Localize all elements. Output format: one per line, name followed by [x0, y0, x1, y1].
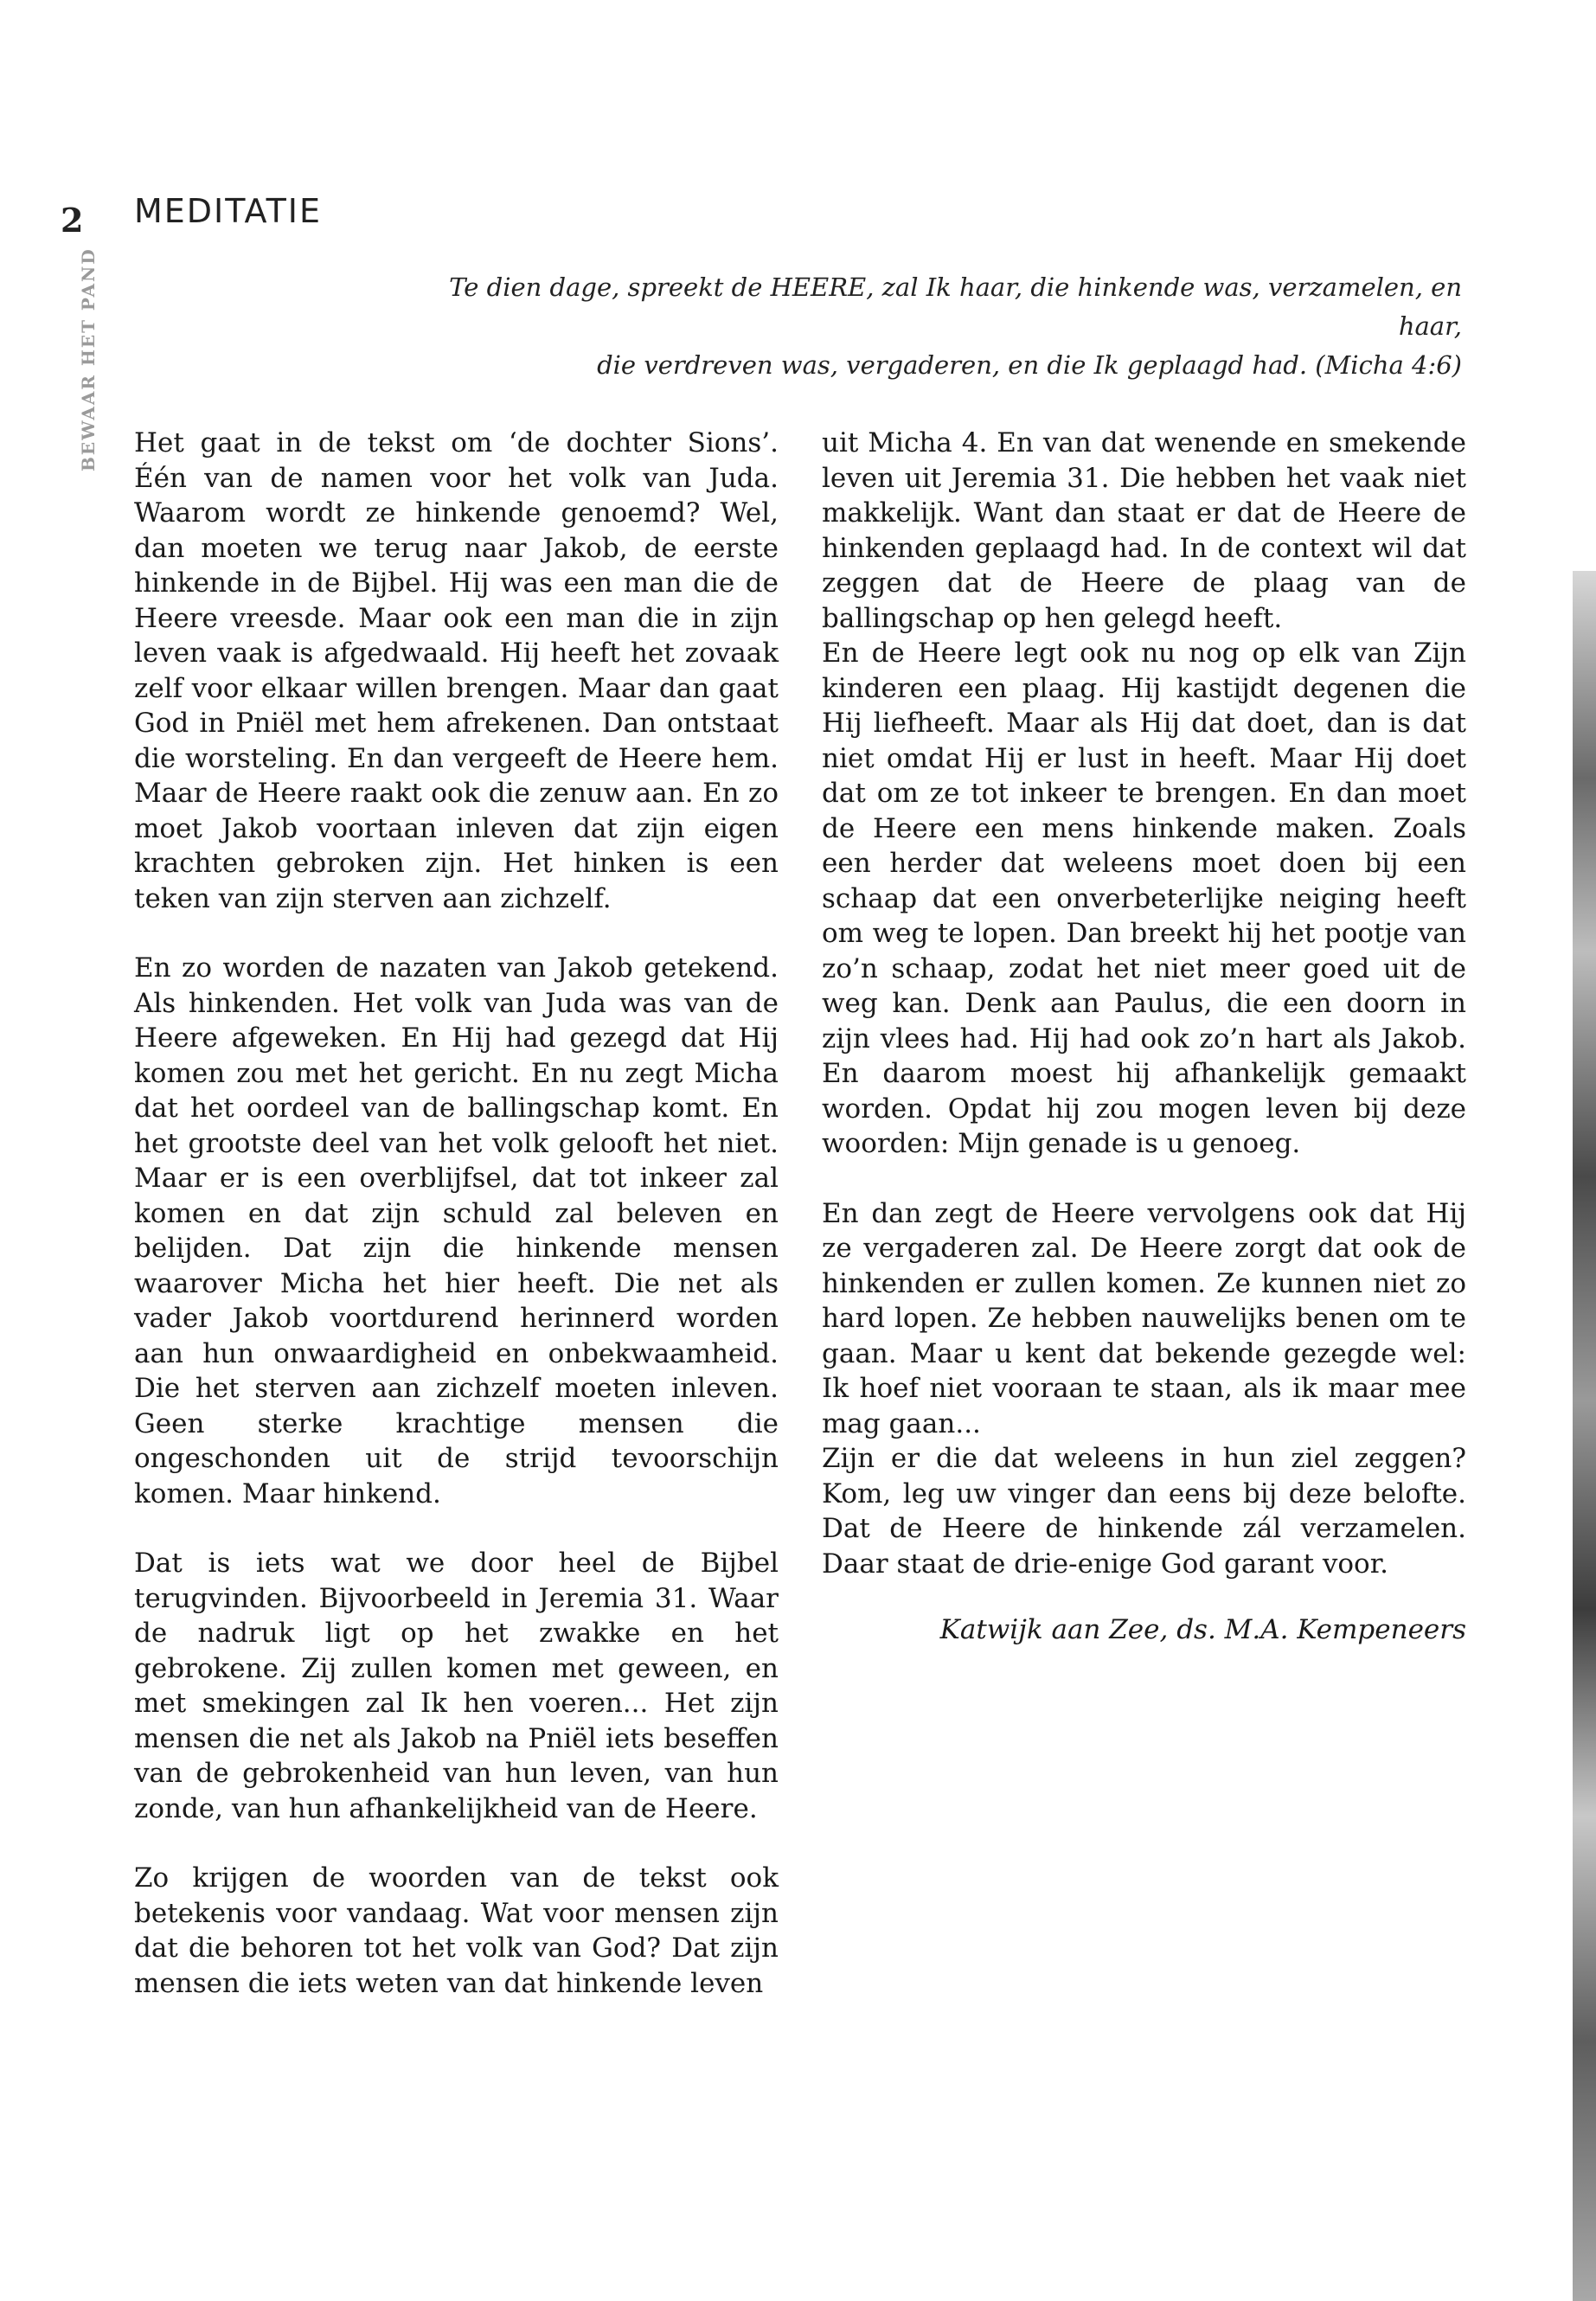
paragraph: En dan zegt de Heere vervolgens ook dat Hij ze vergaderen zal. De Heere zorgt dat ook de hinkenden er zullen komen. Ze kunnen niet zo hard lopen. Ze hebben nauwelijks benen om te gaan. Maar u kent dat bekende gezegde wel: Ik hoef niet vooraan te staan, als ik maar mee mag gaan...	[822, 1197, 1466, 1439]
paragraph: Zijn er die dat weleens in hun ziel zeggen? Kom, leg uw vinger dan eens bij deze belofte. Dat de Heere de hinkende zál verzamelen. Daar staat de drie-enige God garant voor.	[822, 1443, 1466, 1580]
page-number: 2	[61, 201, 84, 240]
paragraph: En zo worden de nazaten van Jakob getekend. Als hinkenden. Het volk van Juda was van de Heere afgeweken. En Hij had gezegd dat Hij komen zou met het gericht. En nu zegt Micha dat het oordeel van de ballingschap komt. En het grootste deel van het volk gelooft het niet. Maar er is een overblijfsel, dat tot inkeer zal komen en dat zijn schuld zal beleven en belijden. Dat zijn die hinkende mensen waarover Micha het hier heeft. Die net als vader Jakob voortdurend herinnerd worden aan hun onwaardigheid en onbekwaamheid. Die het sterven aan zichzelf moeten inleven. Geen sterke krachtige mensen die ongeschonden uit de strijd tevoorschijn komen. Maar hinkend.	[134, 952, 779, 1509]
paragraph: Het gaat in de tekst om ‘de dochter Sions’. Één van de namen voor het volk van Juda. Waarom wordt ze hinkende genoemd? Wel, dan moeten we terug naar Jakob, de eerste hinkende in de Bijbel. Hij was een man die de Heere vreesde. Maar ook een man die in zijn leven vaak is afgedwaald. Hij heeft het zovaak zelf voor elkaar willen brengen. Maar dan gaat God in Pniël met hem afrekenen. Dan ontstaat die worsteling. En dan vergeeft de Heere hem. Maar de Heere raakt ook die zenuw aan. En zo moet Jakob voortaan inleven dat zijn eigen krachten gebroken zijn. Het hinken is een teken van zijn sterven aan zichzelf.	[134, 427, 779, 914]
epigraph-line: die verdreven was, vergaderen, en die Ik geplaagd had. (Micha 4:6)	[597, 350, 1462, 380]
author-signature: Katwijk aan Zee, ds. M.A. Kempeneers	[939, 1614, 1466, 1645]
paragraph: uit Micha 4. En van dat wenende en smekende leven uit Jeremia 31. Die hebben het vaak niet makkelijk. Want dan staat er dat de Heere de hinkenden geplaagd had. In de context wil dat zeggen dat de Heere de plaag van de ballingschap op hen gelegd heeft.	[822, 427, 1466, 634]
epigraph-line: Te dien dage, spreekt de HEERE, zal Ik haar, die hinkende was, verzamelen, en haar,	[449, 272, 1462, 341]
paragraph: En de Heere legt ook nu nog op elk van Zijn kinderen een plaag. Hij kastijdt degenen die Hij liefheeft. Maar als Hij dat doet, dan is dat niet omdat Hij er lust in heeft. Maar Hij doet dat om ze tot inkeer te brengen. En dan moet de Heere een mens hinkende maken. Zoals een herder dat weleens moet doen bij een schaap dat een onverbeterlijke neiging heeft om weg te lopen. Dan breekt hij het pootje van zo’n schaap, zodat het niet meer goed uit de weg kan. Denk aan Paulus, die een doorn in zijn vlees had. Hij had ook zo’n hart als Jakob. En daarom moest hij afhankelijk gemaakt worden. Opdat hij zou mogen leven bij deze woorden: Mijn genade is u genoeg.	[822, 638, 1466, 1159]
paragraph: Zo krijgen de woorden van de tekst ook betekenis voor vandaag. Wat voor mensen zijn dat die behoren tot het volk van God? Dat zijn mensen die iets weten van dat hinkende leven	[134, 1862, 779, 1999]
bible-verse-epigraph	[381, 268, 1462, 385]
paragraph: Dat is iets wat we door heel de Bijbel terugvinden. Bijvoorbeeld in Jeremia 31. Waar de nadruk ligt op het zwakke en het gebrokene. Zij zullen komen met geween, en met smekingen zal Ik hen voeren... Het zijn mensen die net als Jakob na Pniël iets beseffen van de gebrokenheid van hun leven, van hun zonde, van hun afhankelijkheid van de Heere.	[134, 1548, 779, 1824]
section-title: MEDITATIE	[134, 192, 322, 230]
photo-edge	[1573, 571, 1596, 2301]
right-text-column	[822, 426, 1466, 1647]
publication-label: BEWAAR HET PAND	[78, 247, 99, 471]
left-text-column	[134, 426, 779, 2001]
